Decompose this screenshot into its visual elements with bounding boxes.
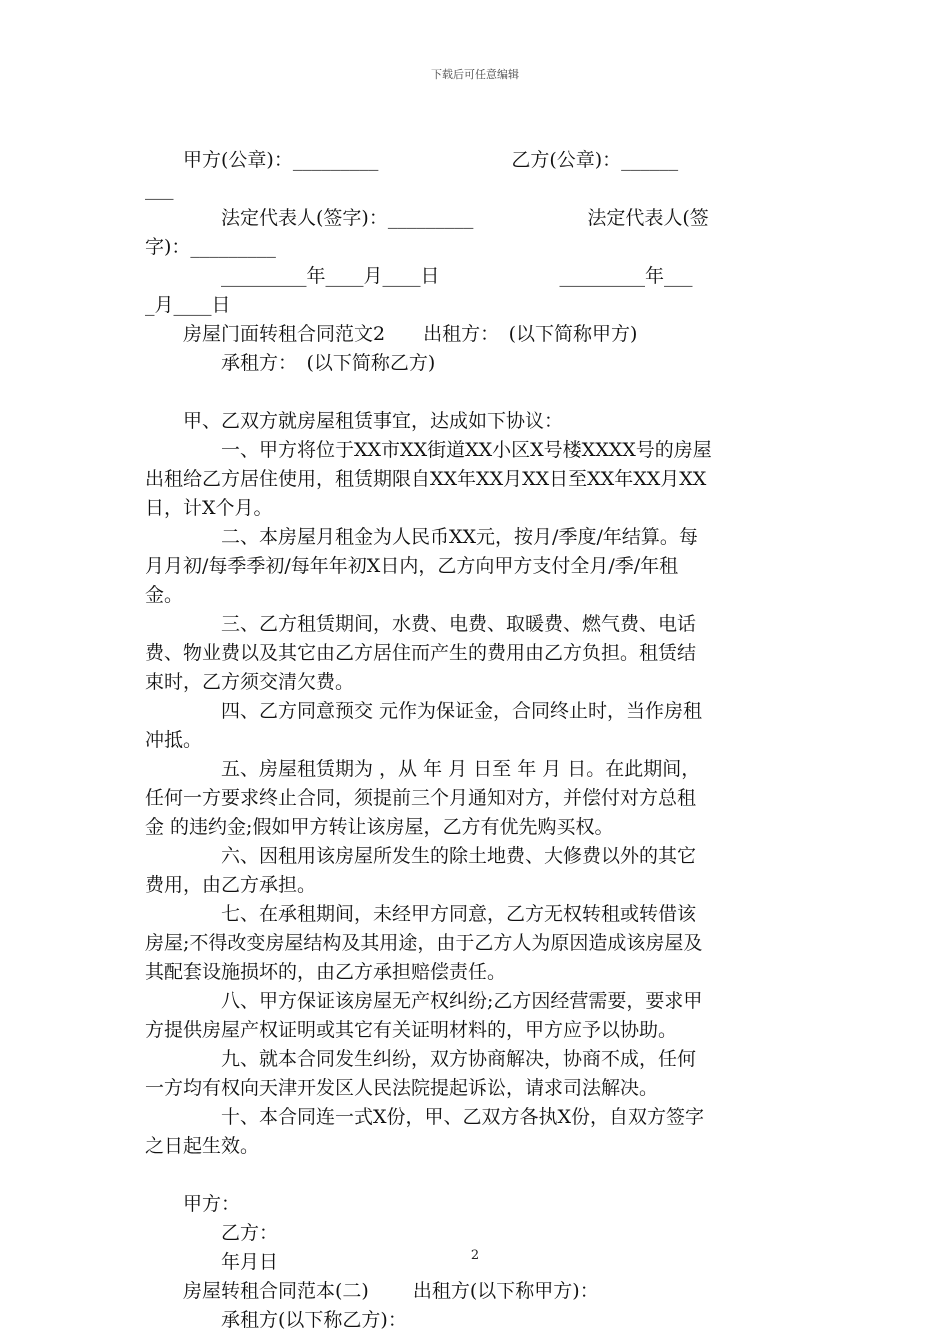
text-line: 五、房屋租赁期为 ，从 年 月 日至 年 月 日。在此期间， xyxy=(145,758,701,780)
page-number: 2 xyxy=(470,1248,480,1263)
text-line: 十、本合同连一式X份，甲、乙双方各执X份，自双方签字 xyxy=(145,1106,705,1128)
page-header: 下载后可任意编辑 xyxy=(431,68,519,81)
text-line: 房屋转租合同范本(二) 出租方(以下称甲方)： xyxy=(145,1280,599,1302)
text-line: 费用，由乙方承担。 xyxy=(145,874,317,896)
text-line: 三、乙方租赁期间，水费、电费、取暖费、燃气费、电话 xyxy=(145,613,697,635)
text-line: 甲方(公章)：_________ 乙方(公章)：______ xyxy=(145,149,679,171)
blank-line xyxy=(145,1161,807,1190)
text-line: 承租方： (以下简称乙方) xyxy=(145,352,436,374)
text-line: 出租给乙方居住使用，租赁期限自XX年XX月XX日至XX年XX月XX xyxy=(145,468,707,490)
text-line: ___ xyxy=(145,178,174,200)
text-line: 其配套设施损坏的，由乙方承担赔偿责任。 xyxy=(145,961,507,983)
text-line: 日，计X个月。 xyxy=(145,497,273,519)
text-line: 一方均有权向天津开发区人民法院提起诉讼，请求司法解决。 xyxy=(145,1077,659,1099)
text-line: 甲方： xyxy=(145,1193,241,1215)
text-line: 甲、乙双方就房屋租赁事宜，达成如下协议： xyxy=(145,410,564,432)
text-line: 乙方： xyxy=(145,1222,279,1244)
text-line: 之日起生效。 xyxy=(145,1135,260,1157)
document-body xyxy=(145,146,807,1335)
text-line: 房屋;不得改变房屋结构及其用途，由于乙方人为原因造成该房屋及 xyxy=(145,932,703,954)
text-line: 一、甲方将位于XX市XX街道XX小区X号楼XXXX号的房屋 xyxy=(145,439,712,461)
text-line: _________年____月____日 _________年___ xyxy=(145,265,693,287)
text-line: 六、因租用该房屋所发生的除土地费、大修费以外的其它 xyxy=(145,845,697,867)
text-line: _月____日 xyxy=(145,294,231,316)
text-line: 九、就本合同发生纠纷，双方协商解决，协商不成，任何 xyxy=(145,1048,697,1070)
text-line: 七、在承租期间，未经甲方同意，乙方无权转租或转借该 xyxy=(145,903,697,925)
text-line: 年月日 xyxy=(145,1251,279,1273)
text-line: 束时，乙方须交清欠费。 xyxy=(145,671,355,693)
text-line: 冲抵。 xyxy=(145,729,203,751)
text-line: 房屋门面转租合同范文2 出租方： (以下简称甲方) xyxy=(145,323,638,345)
text-line: 八、甲方保证该房屋无产权纠纷;乙方因经营需要，要求甲 xyxy=(145,990,703,1012)
text-line: 任何一方要求终止合同，须提前三个月通知对方，并偿付对方总租 xyxy=(145,787,697,809)
blank-line xyxy=(145,378,807,407)
text-line: 承租方(以下称乙方)： xyxy=(145,1309,407,1331)
text-line: 方提供房屋产权证明或其它有关证明材料的，甲方应予以协助。 xyxy=(145,1019,678,1041)
text-line: 金。 xyxy=(145,584,184,606)
text-line: 二、本房屋月租金为人民币XX元，按月/季度/年结算。每 xyxy=(145,526,698,548)
text-line: 四、乙方同意预交 元作为保证金，合同终止时，当作房租 xyxy=(145,700,703,722)
text-line: 金 的违约金;假如甲方转让该房屋，乙方有优先购买权。 xyxy=(145,816,614,838)
text-line: 月月初/每季季初/每年年初X日内，乙方向甲方支付全月/季/年租 xyxy=(145,555,679,577)
text-line: 字)：_________ xyxy=(145,236,276,258)
text-line: 费、物业费以及其它由乙方居住而产生的费用由乙方负担。租赁结 xyxy=(145,642,697,664)
text-line: 法定代表人(签字)：_________ 法定代表人(签 xyxy=(145,207,709,229)
